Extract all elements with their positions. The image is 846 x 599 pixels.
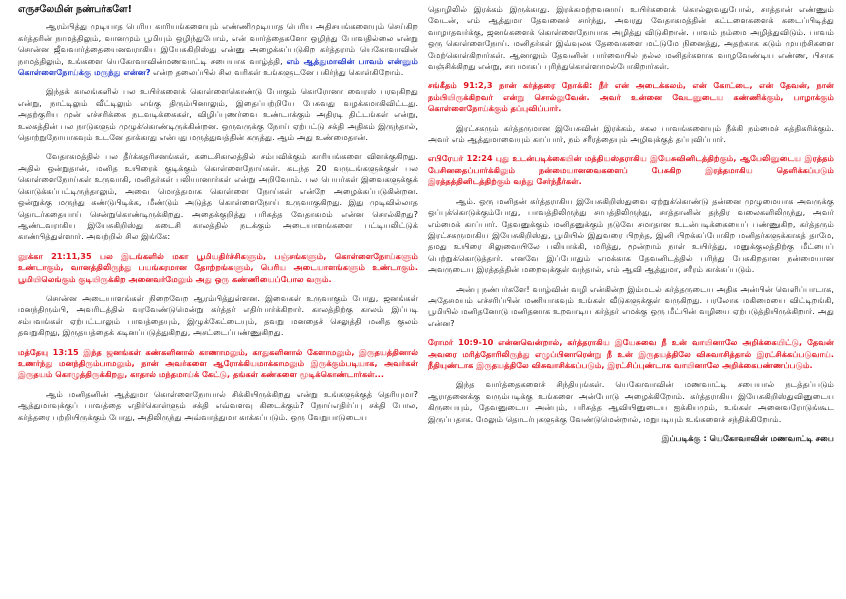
hebrews-verse: எபிரேயர் 12:24 புது உடன்படிக்கையின் மத்தியஸ்தராகிய இயேசுவினிடத்திற்கும், ஆபேலினுடைய இரத்தம் பேசினதைப்பார்க்கிலும் நன்மையானவைகளைப் பேசுகிற இரத்தமாகிய தெளிக்கப்படும் இரத்தத்தினிடத்திற்கும் வந்து சேர்ந்தீர்கள். (428, 153, 834, 187)
psalm-verse: சங்கீதம் 91:2,3 நான் கர்த்தரை நோக்கி: நீர் என் அடைக்கலம், என் கோட்டை, என் தேவன், நான் நம்பியிருக்கிறவர் என்று சொல்லுவேன். அவர் உன்னை வேடனுடைய கண்ணிக்கும், பாழாக்கும் கொள்ளைநோய்க்கும் தப்புவிப்பார். (428, 80, 834, 114)
matthew-verse: மத்தேயு 13:15 இந்த ஜனங்கள் கண்களினால் காணாமலும், காதுகளினால் கேளாமலும், இருதயத்தினால் உணர்ந்து மனந்திரும்பாமலும், நான் அவர்களை ஆரோக்கியமாக்காமலும் இருக்கும்படியாக, அவர்கள் இருதயம் கொழுத்திருக்கிறது, காதால் மந்தமாய்க் கேட்டு, தங்கள் கண்களை மூடிக்கொண்டார்கள்... (18, 346, 418, 380)
signoff: இப்படிக்கு : யெகோவாவின் மணவாட்டி சபை (661, 433, 834, 443)
right-column (428, 4, 834, 596)
left-column (18, 4, 418, 596)
luke-verse: லூக்கா 21:11,35 பல இடங்களில் மகா பூமியதிர்ச்சிகளும், பஞ்சங்களும், கொள்ளைநோய்களும் உண்டாகும், வானத்திலிருந்து பயங்கரமான தோற்றங்களும், பெரிய அடையாளங்களும் உண்டாகும். பூமியிலெங்கும் குடியிருக்கிற அனைவர்மேலும் அது ஒரு கண்ணியைப்போல வரும். (18, 250, 418, 284)
mercy-paragraph: இரட்சகரும் கர்த்தருமான இயேசுவின் இரக்கம், சகல பாவங்களையும் நீக்கி நம்மைச் சுத்திகரிக்கும். அவர் எம் ஆத்துமாவையும் காப்பார், நம் சரீரத்தையும் அழிவுக்குத் தப்புவிப்பார். (428, 122, 834, 145)
prophecy-paragraph: வேதாகமத்தில் பல தீர்க்கதரிசனங்கள், கடைசிகாலத்தில் சம்பவிக்கும் காரியங்களை விளக்குகிறது. அதில் ஒன்றுதான், மனித உயிரைக் குடிக்கும் கொள்ளைநோய்கள். கடந்த 20 வருடங்களுக்குள் பல கொள்ளைநோய்கள் உருவாகி, மனிதர்கள் பலியானார்கள் என்று அறிவோம். பல பெயர்கள் இவைகளுக்குக் கொடுக்கப்பட்டிருந்தாலும், அவை மொத்தமாக கொள்ளை நோய்கள் என்றே அழைக்கப்படுகின்றன. ஒன்றுக்கு மருந்து கண்டுபிடிக்க, மீண்டும் அடுத்த கொள்ளைநோய் உருவாகுகிறது. இது முடிவில்லாத தொடர்கதையாய் சென்றுகொண்டிருக்கிறது. அதைக்குறித்து பரிசுத்த வேதாகமம் என்ன சொல்கிறது? ஆண்டவராகிய இயேசுகிறிஸ்து கடைசி காலத்தில் நடக்கும் அடையாளங்களை பட்டியலிட்டுக் காண்பித்துள்ளார். அவற்றில் சில இங்கே: (18, 151, 418, 242)
intro-title-highlight: எம் ஆத்துமாவின் பாவம் என்னும் கொள்ளைநோய்க்கு மருந்து என்ன? (18, 55, 418, 78)
intro-paragraph (18, 21, 418, 78)
intro-text: ஆரம்பித்து முடியாத பெரிய காரியங்களையும் எண்ணிமுடியாத பெரிய அதிசயங்களையும் செய்கிற கர்த்தரின் நாமத்திலும், வானமும் பூமியும் ஒழிந்துபோம், என் வார்த்தைகளோ ஒழிந்து போவதில்லை என்று சொன்ன ஜீவவார்த்தையைனவராகிய இயேசுகிறிஸ்து என்னு அழைக்கப்படுகிற கர்த்தராம் யெகோவாவின் நாமத்திலும், உங்களை யெகோவாவின்மணவாட்டி சபையாக வாழ்த்தி, (18, 21, 418, 66)
romans-verse: ரோமர் 10:9-10 என்னவென்றால், கர்த்தராகிய இயேசுவை நீ உன் வாயினாலே அறிக்கையிட்டு, தேவன் அவரை மரித்தோரிலிருந்து எழுப்பினாரென்று நீ உன் இருதயத்திலே விசுவாசித்தால் இரட்சிக்கப்படுவாய். நீதியுண்டாக இருதயத்திலே விசுவாசிக்கப்படும், இரட்சிப்புண்டாக வாயினாலே அறிக்கைபண்ணப்படும். (428, 337, 834, 370)
salvation-paragraph: ஆம். ஒரு மனிதன் கர்த்தராகிய இயேசுகிறிஸ்துவை ஏற்றுக்கொண்டு தன்னை முழுமையாக அவருக்கு ஒப்புக்கொடுக்கும்போது, பாவத்திலிருந்து சாபத்திலிருந்து, சாத்தானின் தந்திர வலைகளிலிருந்து, அவர் எம்மைக் காப்பார். தேவனுக்கும் மனிதனுக்கும் நடுவே சமாதான உடன்படிக்கையைப் பண்ணுகிற, கர்த்தரும் இரட்சகருமாகிய இயேசுகிறிஸ்து, பூமியில் இதுவரை பிறந்த, இனி பிறக்கப்போகிற மனிதர்களுக்காகத் தாமே, தமது உயிரை சிலுவையிலே பலியாக்கி, மரித்து, மூன்றாம் நாள் உயிர்த்து, மனுக்குலத்திற்கு மீட்பைப் பெற்றுக்கொடுத்தார். எனவே இப்போதும் எமக்காக தேவனிடத்தில் பரிந்து பேசுகிறதான நன்மையான அவருடைய இரத்தத்தின் மறைவுக்குள் வந்தால், எம் ஆவி ஆத்துமா, சரீரம் காக்கப்படும். (428, 195, 834, 275)
intro-text-end: என்ற தலைப்பில் சில வரிகள் உங்களுடனே பகிர்ந்து கொள்கிறோம். (153, 67, 404, 78)
page-heading: எருசலேமின் நண்பர்களே! (18, 4, 132, 15)
corona-paragraph: இந்தக் காலங்களில் பல உயிர்களைக் கொள்ளைகொண்டு போகும் கொரோனா வைரஸ் பரவுகிறது என்று, நாட்டிலும் வீட்டிலும் எங்கு திரும்பினாலும், இதைப்பற்றியே பேசுவது வழக்கமாகிவிட்டது. அதற்குரிய முன் எச்சரிக்கை நடவடிக்கைகள், விழிப்புணர்வை உண்டாக்கும் அதிரடி திட்டங்கள் என்று, உலகத்தின் பல நாடுகளும் முழுக்கொண்டிருக்கின்றன. ஒருவருக்கு நோய் ஏற்பட்டு சக்தி அதிகம் இருந்தால், தொற்றுநோயாகவும் உடனே தாக்காது என்பது மருத்துவத்தின் கருத்து. ஆம் அது உண்மைதான். (18, 86, 418, 143)
invitation-paragraph: இந்த வார்த்தைகளைச் சிந்தியுங்கள். யெகோவாவின் மணவாட்டி சபையால் நடத்தப்படும் ஆராதனைக்கு வரும்படிக்கு உங்களை அன்போடு அழைக்கிறோம். கர்த்தராகிய இயேசுகிறிஸ்துவினுடைய கிருபையும், தேவனுடைய அன்பும், பரிசுத்த ஆவியினுடைய ஐக்கியமும், உங்கள் அனைவரோடுங்கூட இருப்பதாக. மேலும் தொடர்புகளுக்கு வேண்டுமென்றால், மறுபடியும் உங்களைச் சந்திக்கிறோம். (428, 379, 834, 424)
sin-paragraph: தொழிலில் இரக்கம் இருக்காது. இரக்கமற்றவனாய் உயிர்களைக் கொல்லுவதுபோல், சாத்தான் எண்ணும் வேடன், எம் ஆத்துமா தேவனைச் சார்ந்து, அவரது வேதாகமத்தின் கட்டளைகளைக் கடைப்பிடித்து வாழாதவர்க்கு, ஜனங்களைக் கொள்ளைநோயாக அழித்து விடுகிறான். பாவம் நம்மை அழித்துவிடும். பாவம் ஒரு கொள்ளைநோய். மனிதர்கள் இவ்வுலக தேவைகளை மட்டுமே நினைத்து, அதற்காக கடும் முயற்சிகளை மேற்கொள்கிறார்கள். ஆனாலும் தேவனின் பார்வையில் நல்ல மனிதர்களாக வாழவேண்டிய எண்ண, பிசாசு வஞ்சிக்கிறது என்று, சாபமாகப் புரிந்துகொள்ளாமல்போகிறார்கள். (428, 4, 834, 72)
soul-paragraph: ஆம் மனிதனின் ஆத்துமா கொள்ளைநோயால் சிக்கியிருக்கிறது என்று உங்களுக்குத் தெரியுமா? ஆத்துமாவுக்குப் பாவத்தை எதிர்கொள்ளும் சக்தி எவ்வளவு கிடைக்கும்? நோய்எதிர்ப்பு சக்தி போல, கர்த்தரை பற்றியிருக்கும் போது, அதிலிருந்து அவ்வாத்துமா காக்கப்படும். ஒரு வேறுபாடுடைய (18, 388, 418, 422)
signs-paragraph: சொன்ன அடையாளங்கள் நிறைவேற ஆரம்பித்துள்ளன. இவைகள் உருவாகும் போது, ஜனங்கள் மனந்திரும்பி, அவரிடத்தில் வரவேண்டுமென்று கர்த்தர் எதிர்பார்க்கிறார். காலத்திற்கு காலம் இப்படி சம்பவங்கள் ஏற்பட்டாலும் பாவத்தையும், இழுக்கேட்டையும், தவறு மனதைச் செலுத்தி மனித குலம் தவறுகிறது, இருதயத்தைக் கடினப்படுத்துகிறது, அசட்டைப்பண்ணுகிறது. (18, 292, 418, 338)
friends-paragraph: அன்பு நண்பர்களே! வாழ்வின் வழி என்கின்ற இம்மடல் கர்த்தருடைய அதிக அன்பின் வெளிப்பாடாக, அதேசமயம் எச்சரிப்பின் மணியாகவும் உங்கள் வீடுகளுக்குள் வருகிறது. பரலோக மகிமையை விட்டிறங்கி, பூமியில் மனிதனோடு மனிதனாக உறவாடிய கர்த்தர் எமக்கு ஒரு மீட்பின் வழியை ஏற்படுத்தியிருக்கிறார். அது என்ன? (428, 283, 834, 328)
